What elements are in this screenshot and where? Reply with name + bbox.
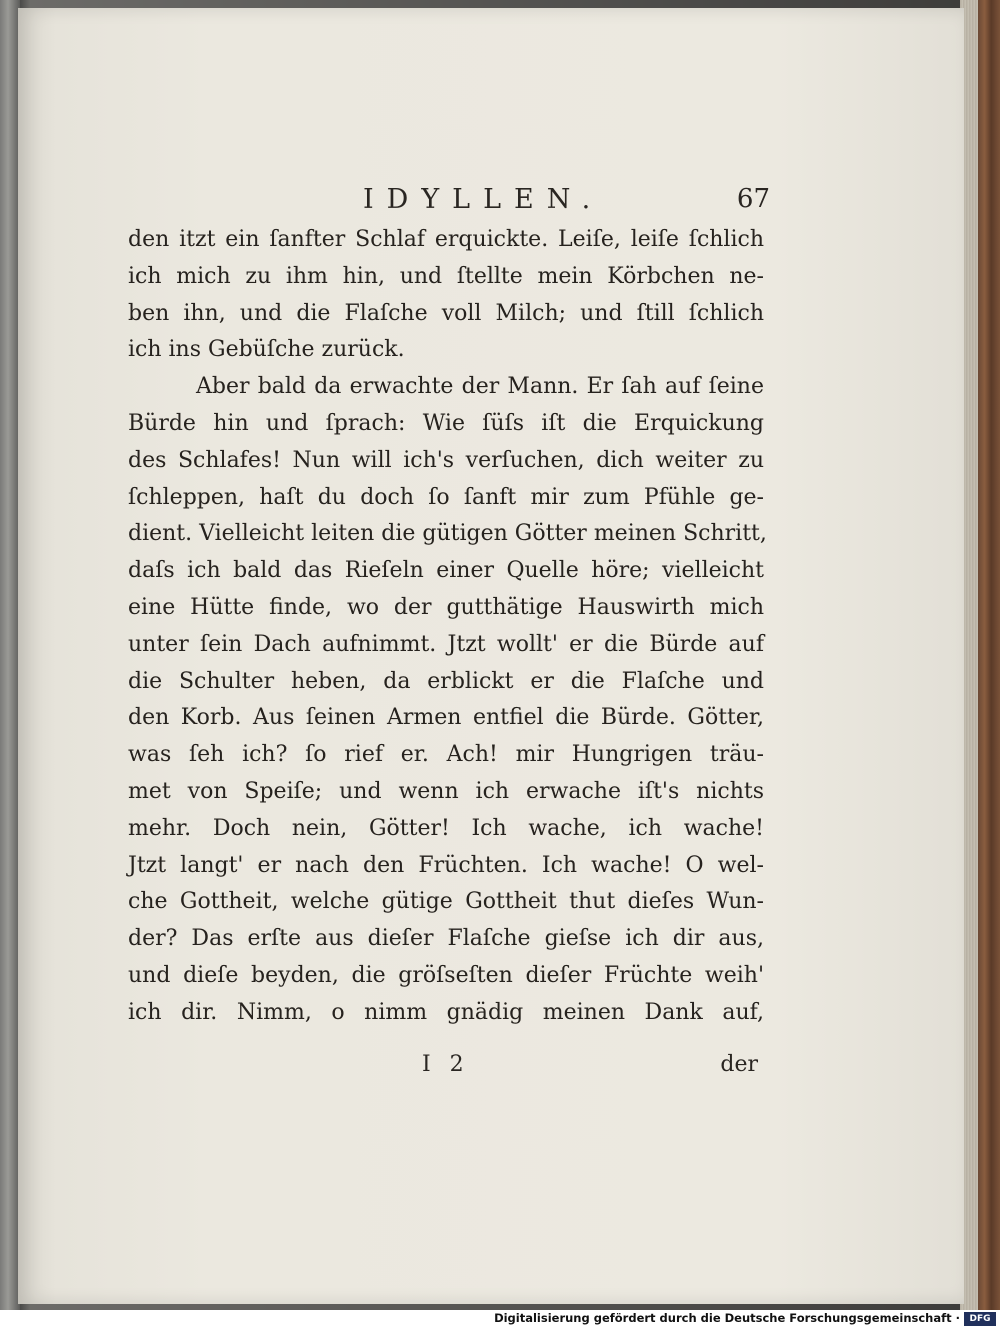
text-line: che Gottheit, welche gütige Gottheit thut dieſes Wun- [128, 889, 764, 915]
running-title: IDYLLEN. [363, 184, 604, 215]
text-line: unter ſein Dach aufnimmt. Jtzt wollt' er die Bürde auf [128, 631, 764, 657]
text-line: der? Das erſte aus dieſer Flaſche gieſse ich dir aus, [128, 926, 764, 952]
text-line: daſs ich bald das Rieſeln einer Quelle höre; vielleicht [128, 558, 764, 584]
text-line: ſchleppen, haſt du doch ſo ſanft mir zum Pfühle ge- [128, 484, 764, 510]
book-binding-left [0, 0, 20, 1310]
text-line: des Schlafes! Nun will ich's verſuchen, dich weiter zu [128, 447, 764, 473]
text-line: met von Speiſe; und wenn ich erwache iſt's nichts [128, 778, 764, 804]
dfg-logo: DFG [964, 1312, 996, 1326]
page-number: 67 [736, 184, 770, 214]
text-line: ben ihn, und die Flaſche voll Milch; und ſtill ſchlich [128, 300, 764, 326]
text-line: ich ins Gebüſche zurück. [128, 337, 405, 363]
text-line: was ſeh ich? ſo rief er. Ach! mir Hungrigen träu- [128, 742, 764, 768]
text-line: dient. Vielleicht leiten die gütigen Götter meinen Schritt, [128, 521, 767, 547]
text-line: Bürde hin und ſprach: Wie ſüſs iſt die Erquickung [128, 410, 764, 436]
text-line: mehr. Doch nein, Götter! Ich wache, ich wache! [128, 815, 764, 841]
text-line: ich dir. Nimm, o nimm gnädig meinen Dank auf, [128, 999, 764, 1025]
paragraph-start-line: Aber bald da erwachte der Mann. Er ſah auf ſeine [196, 374, 764, 400]
text-line: ich mich zu ihm hin, und ſtellte mein Körbchen ne- [128, 263, 764, 289]
text-line: Jtzt langt' er nach den Früchten. Ich wache! O wel- [128, 852, 764, 878]
signature-mark: I 2 [422, 1052, 470, 1077]
book-cover-right [978, 0, 1000, 1310]
funding-credit: Digitalisierung gefördert durch die Deutsche Forschungsgemeinschaft · [494, 1311, 960, 1325]
text-line: den itzt ein ſanfter Schlaf erquickte. Leiſe, leiſe ſchlich [128, 227, 764, 252]
body-text [128, 222, 767, 1032]
catchword: der [720, 1052, 758, 1077]
text-line: den Korb. Aus ſeinen Armen entfiel die Bürde. Götter, [128, 705, 764, 731]
credit-bar [0, 1310, 1000, 1328]
page-footer [128, 1042, 764, 1082]
text-line: und dieſe beyden, die gröſseſten dieſer Früchte weih' [128, 962, 764, 988]
text-line: eine Hütte finde, wo der gutthätige Hauswirth mich [128, 594, 764, 620]
text-line: die Schulter heben, da erblickt er die Flaſche und [128, 668, 764, 694]
